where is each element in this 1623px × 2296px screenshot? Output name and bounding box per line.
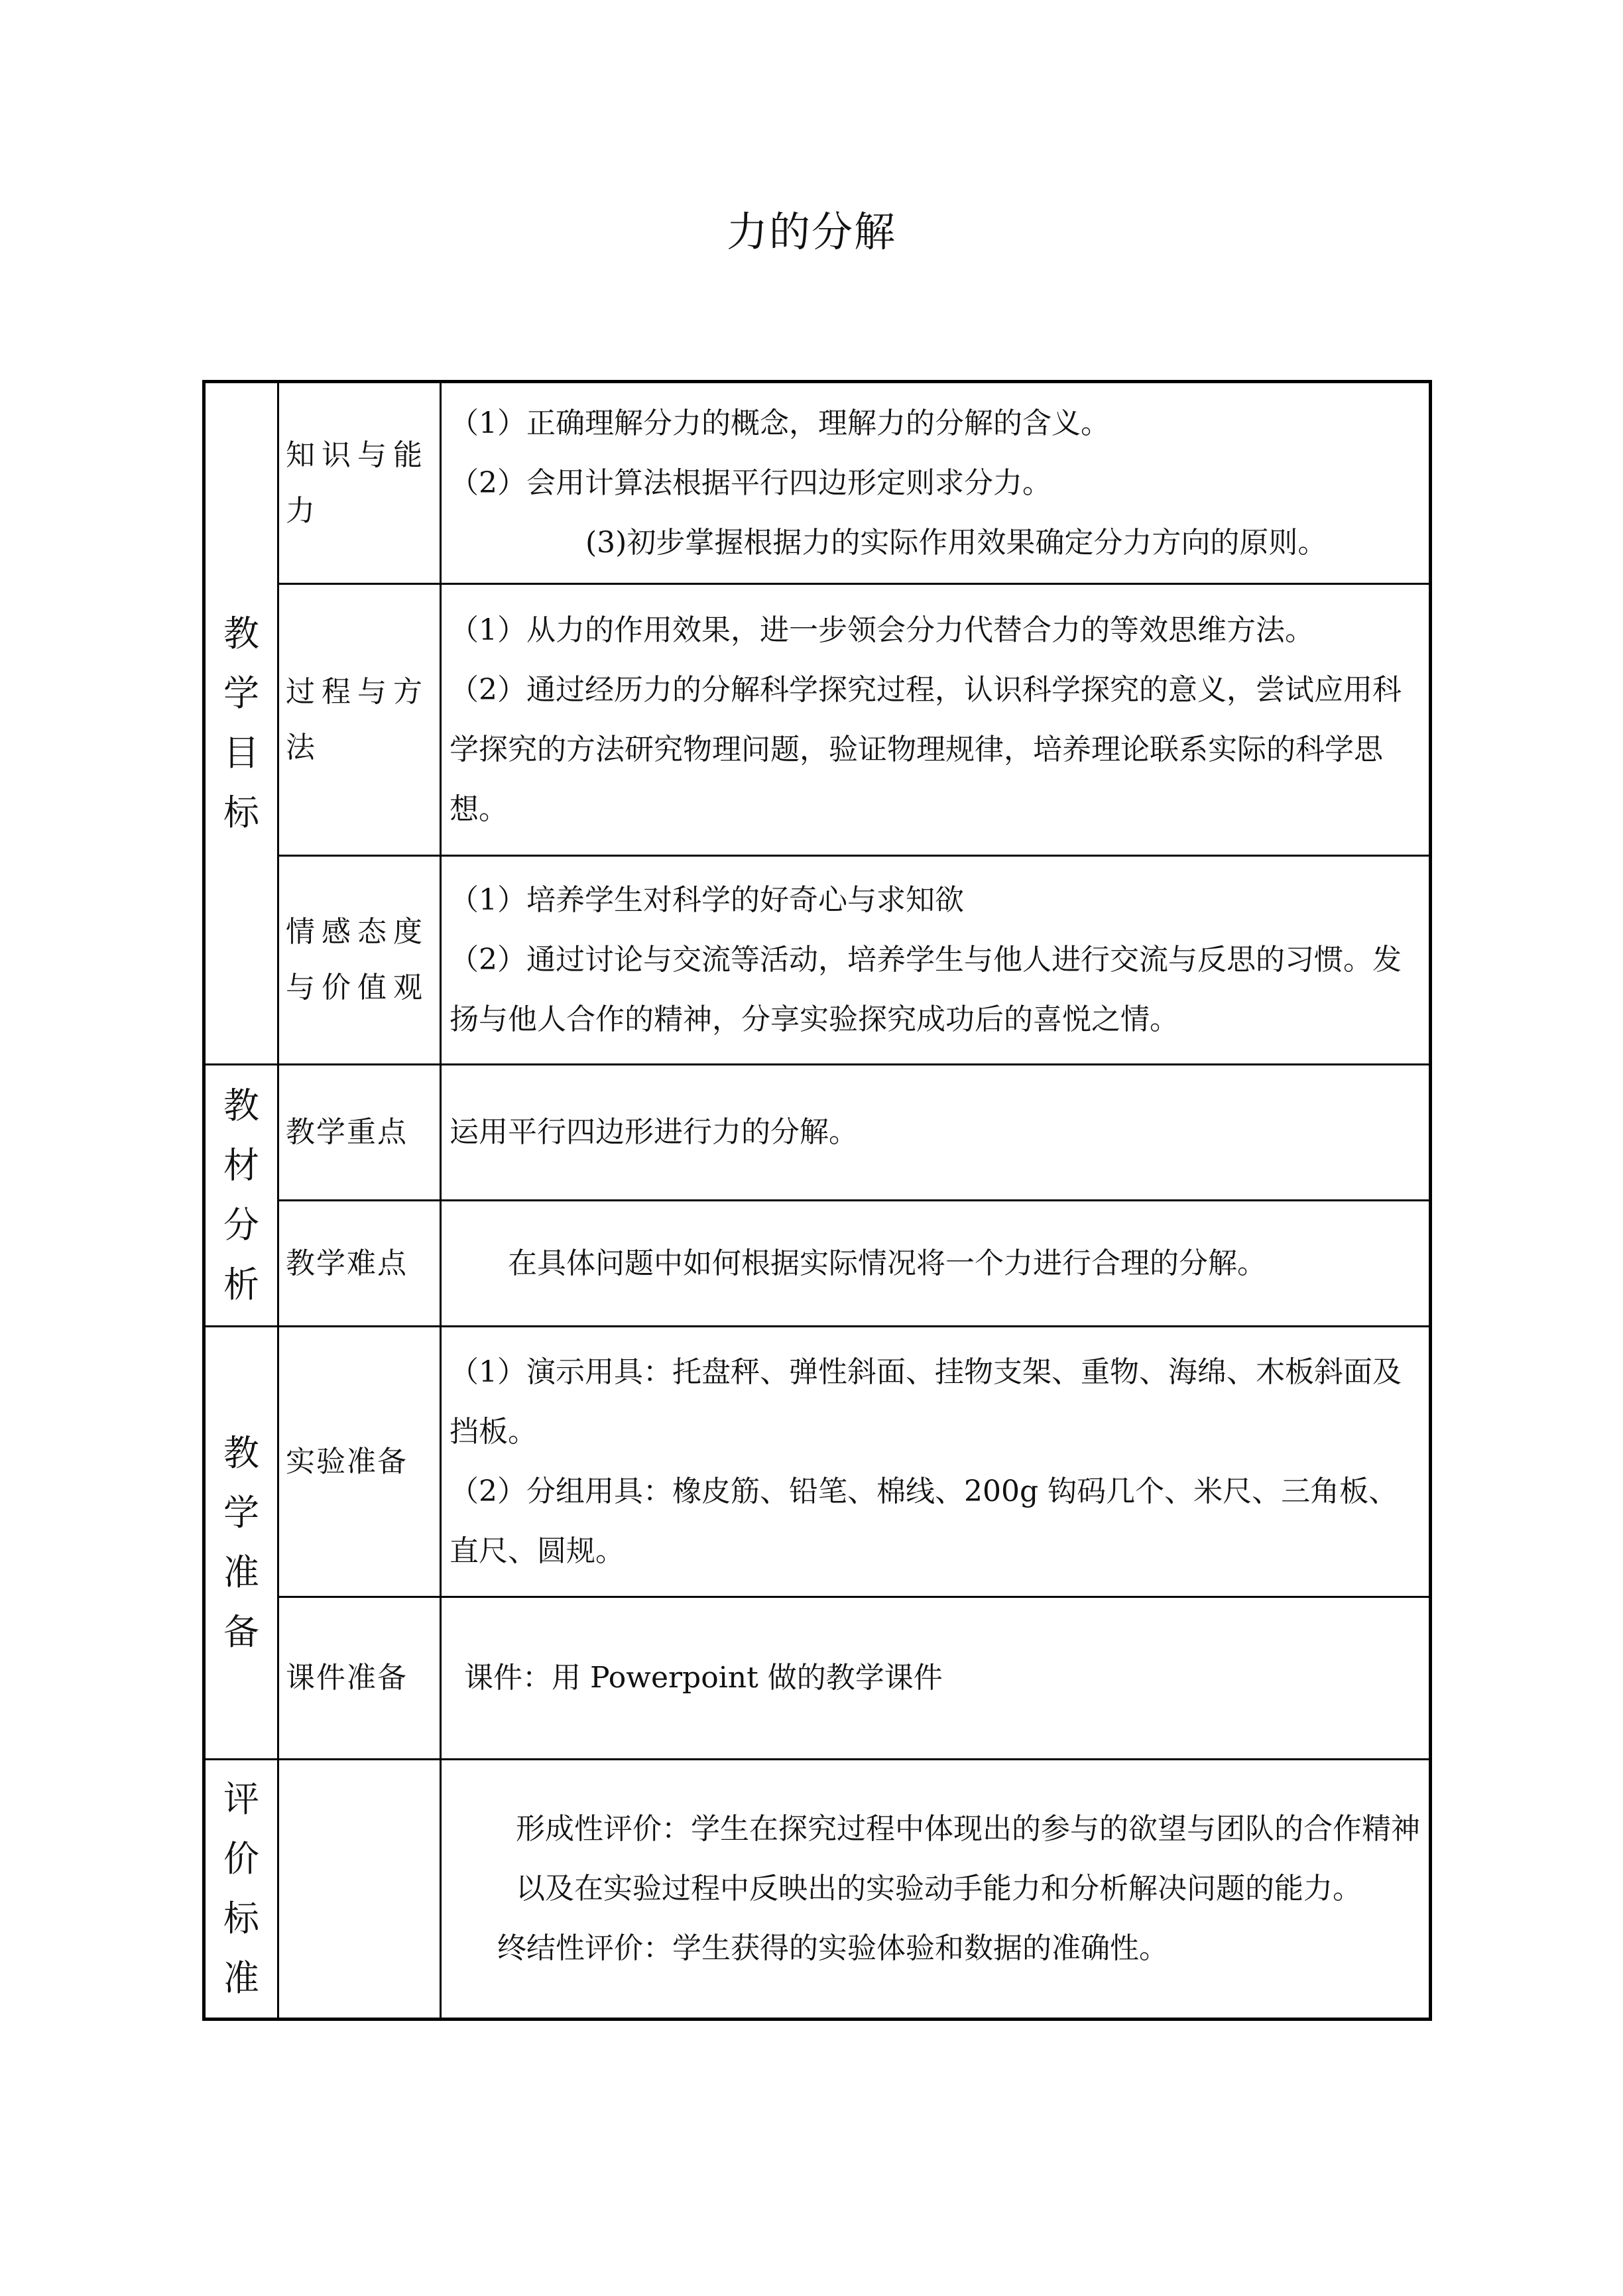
row-knowledge	[204, 382, 1431, 584]
row-process	[204, 584, 1431, 856]
sublabel-key-point: 教学重点	[278, 1065, 441, 1201]
sublabel-courseware: 课件准备	[278, 1597, 441, 1760]
row-experiment	[204, 1327, 1431, 1597]
section-label-objectives: 教 学 目 标	[204, 382, 278, 1065]
content-emotion: （1）培养学生对科学的好奇心与求知欲 （2）通过讨论与交流等活动，培养学生与他人进行交流与反思的习惯。发扬与他人合作的精神，分享实验探究成功后的喜悦之情。	[441, 856, 1431, 1065]
row-difficulty	[204, 1201, 1431, 1327]
sublabel-difficulty: 教学难点	[278, 1201, 441, 1327]
section-label-analysis: 教 材 分 析	[204, 1065, 278, 1327]
content-courseware: 课件：用 Powerpoint 做的教学课件	[441, 1597, 1431, 1760]
lesson-plan-table	[202, 380, 1432, 2021]
content-difficulty: 在具体问题中如何根据实际情况将一个力进行合理的分解。	[441, 1201, 1431, 1327]
content-key-point: 运用平行四边形进行力的分解。	[441, 1065, 1431, 1201]
content-process: （1）从力的作用效果，进一步领会分力代替合力的等效思维方法。 （2）通过经历力的分解科学探究过程，认识科学探究的意义，尝试应用科学探究的方法研究物理问题，验证物理规律，培养理论联系实际的科学思想。	[441, 584, 1431, 856]
sublabel-knowledge: 知识与能力	[278, 382, 441, 584]
content-experiment: （1）演示用具：托盘秤、弹性斜面、挂物支架、重物、海绵、木板斜面及挡板。 （2）分组用具：橡皮筋、铅笔、棉线、200g 钩码几个、米尺、三角板、直尺、圆规。	[441, 1327, 1431, 1597]
page-title: 力的分解	[726, 208, 896, 256]
content-evaluation: 形成性评价：学生在探究过程中体现出的参与的欲望与团队的合作精神以及在实验过程中反映出的实验动手能力和分析解决问题的能力。 终结性评价：学生获得的实验体验和数据的准确性。	[441, 1760, 1431, 2020]
sublabel-evaluation-empty	[278, 1760, 441, 2020]
sublabel-process: 过程与方法	[278, 584, 441, 856]
row-key-point	[204, 1065, 1431, 1201]
content-knowledge: （1）正确理解分力的概念，理解力的分解的含义。 （2）会用计算法根据平行四边形定则求分力。 (3)初步掌握根据力的实际作用效果确定分力方向的原则。	[441, 382, 1431, 584]
row-evaluation	[204, 1760, 1431, 2020]
section-label-preparation: 教 学 准 备	[204, 1327, 278, 1760]
sublabel-emotion: 情感态度与价值观	[278, 856, 441, 1065]
row-courseware	[204, 1597, 1431, 1760]
row-emotion	[204, 856, 1431, 1065]
section-label-evaluation: 评 价 标 准	[204, 1760, 278, 2020]
sublabel-experiment: 实验准备	[278, 1327, 441, 1597]
